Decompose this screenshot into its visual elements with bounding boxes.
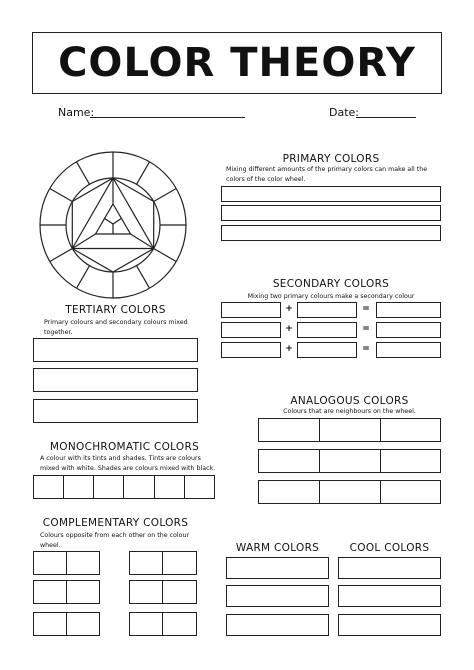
monochromatic-box-1[interactable] <box>33 475 64 499</box>
equals-sign: = <box>362 304 370 314</box>
tertiary-colors-desc: Primary colours and secondary colours mixed together. <box>44 319 188 336</box>
complementary-box-6b[interactable] <box>162 612 197 636</box>
monochromatic-box-5[interactable] <box>154 475 185 499</box>
monochromatic-box-6[interactable] <box>184 475 215 499</box>
monochromatic-colors-title: MONOCHROMATIC COLORS <box>49 441 200 453</box>
primary-color-box-2[interactable] <box>221 205 441 221</box>
plus-sign: + <box>285 344 293 354</box>
complementary-box-5a[interactable] <box>33 612 67 636</box>
secondary-colors-desc: Mixing two primary colours make a secondary colour <box>247 293 415 300</box>
page-title: COLOR THEORY <box>58 40 416 86</box>
analogous-colors-desc: Colours that are neighbours on the wheel. <box>283 408 416 415</box>
complementary-box-1a[interactable] <box>33 551 67 575</box>
secondary-input-2a[interactable] <box>221 322 281 338</box>
equals-sign: = <box>362 324 370 334</box>
primary-colors-title: PRIMARY COLORS <box>282 153 380 165</box>
complementary-box-3b[interactable] <box>66 580 100 604</box>
date-label: Date: <box>329 106 359 119</box>
secondary-result-1[interactable] <box>376 302 441 318</box>
secondary-input-3a[interactable] <box>221 342 281 358</box>
complementary-box-4b[interactable] <box>162 580 197 604</box>
tertiary-colors-title: TERTIARY COLORS <box>65 304 166 316</box>
tertiary-color-box-3[interactable] <box>33 399 198 423</box>
complementary-box-3a[interactable] <box>33 580 67 604</box>
name-field[interactable] <box>90 117 245 118</box>
warm-color-box-2[interactable] <box>226 585 329 607</box>
title-banner <box>32 32 442 94</box>
analogous-box-3c[interactable] <box>380 480 441 504</box>
analogous-box-2a[interactable] <box>258 449 320 473</box>
cool-color-box-2[interactable] <box>338 585 441 607</box>
warm-colors-title: WARM COLORS <box>235 542 320 554</box>
analogous-box-3b[interactable] <box>319 480 381 504</box>
secondary-colors-title: SECONDARY COLORS <box>272 278 390 290</box>
analogous-box-2b[interactable] <box>319 449 381 473</box>
complementary-box-1b[interactable] <box>66 551 100 575</box>
monochromatic-box-4[interactable] <box>123 475 155 499</box>
date-field[interactable] <box>356 117 416 118</box>
name-label: Name: <box>58 106 95 119</box>
secondary-input-2b[interactable] <box>297 322 357 338</box>
plus-sign: + <box>285 324 293 334</box>
secondary-input-1b[interactable] <box>297 302 357 318</box>
monochromatic-box-3[interactable] <box>93 475 124 499</box>
cool-colors-title: COOL COLORS <box>349 542 430 554</box>
analogous-box-3a[interactable] <box>258 480 320 504</box>
secondary-result-2[interactable] <box>376 322 441 338</box>
primary-color-box-1[interactable] <box>221 186 441 202</box>
equals-sign: = <box>362 344 370 354</box>
secondary-input-3b[interactable] <box>297 342 357 358</box>
secondary-result-3[interactable] <box>376 342 441 358</box>
complementary-box-2b[interactable] <box>162 551 197 575</box>
tertiary-color-box-2[interactable] <box>33 368 198 392</box>
plus-sign: + <box>285 304 293 314</box>
analogous-box-1c[interactable] <box>380 418 441 442</box>
cool-color-box-1[interactable] <box>338 557 441 579</box>
tertiary-color-box-1[interactable] <box>33 338 198 362</box>
color-wheel <box>38 150 188 300</box>
complementary-colors-desc: Colours opposite from each other on the colour wheel. <box>40 532 190 549</box>
monochromatic-colors-desc: A colour with its tints and shades. Tints are colours mixed with white. Shades are colours mixed with black. <box>40 455 216 472</box>
warm-color-box-3[interactable] <box>226 614 329 636</box>
complementary-box-5b[interactable] <box>66 612 100 636</box>
primary-colors-desc: Mixing different amounts of the primary colors can make all the colors of the color wheel. <box>226 166 428 183</box>
complementary-box-4a[interactable] <box>129 580 163 604</box>
warm-color-box-1[interactable] <box>226 557 329 579</box>
analogous-colors-title: ANALOGOUS COLORS <box>290 395 409 407</box>
primary-color-box-3[interactable] <box>221 225 441 241</box>
secondary-input-1a[interactable] <box>221 302 281 318</box>
complementary-box-6a[interactable] <box>129 612 163 636</box>
analogous-box-2c[interactable] <box>380 449 441 473</box>
analogous-box-1a[interactable] <box>258 418 320 442</box>
complementary-colors-title: COMPLEMENTARY COLORS <box>42 517 189 529</box>
cool-color-box-3[interactable] <box>338 614 441 636</box>
complementary-box-2a[interactable] <box>129 551 163 575</box>
analogous-box-1b[interactable] <box>319 418 381 442</box>
monochromatic-box-2[interactable] <box>63 475 94 499</box>
